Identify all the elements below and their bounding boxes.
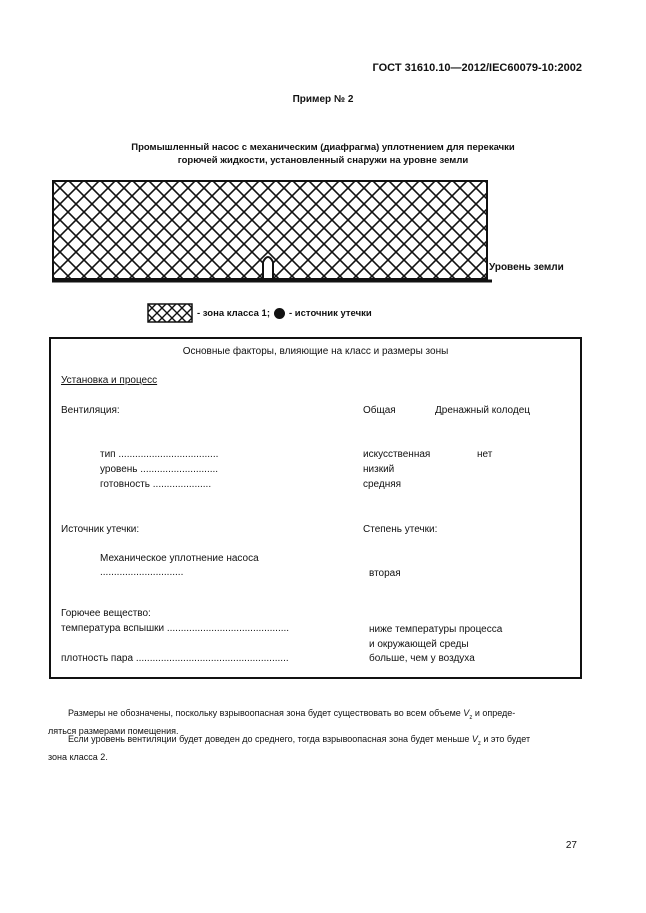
note-1-text: Размеры не обозначены, поскольку взрывоопасная зона будет существовать во всем объеме xyxy=(68,708,464,718)
figure-caption xyxy=(90,141,556,167)
document-header: ГОСТ 31610.10—2012/IEC60079-10:2002 xyxy=(372,62,582,74)
note-paragraph-2 xyxy=(48,733,582,764)
leak-source-item: Механическое уплотнение насоса xyxy=(100,553,259,564)
vent-availability-label: готовность ..................... xyxy=(100,479,212,490)
note-2-text: Если уровень вентиляции будет доведен до среднего, тогда взрывоопасная зона будет меньше xyxy=(68,734,472,744)
leak-grade-label: Степень утечки: xyxy=(363,524,438,535)
flash-point-value-1: ниже температуры процесса xyxy=(369,624,503,635)
vent-type-drain: нет xyxy=(477,449,493,460)
substance-label: Горючее вещество: xyxy=(61,608,151,619)
vent-level-general: низкий xyxy=(363,464,395,475)
vapour-density-value: больше, чем у воздуха xyxy=(369,653,475,664)
note-2-var: V xyxy=(471,734,478,744)
leak-source-dot-icon xyxy=(274,308,285,319)
note-1-line-2: ляться размерами помещения. xyxy=(48,725,179,736)
ventilation-col-general: Общая xyxy=(363,405,396,416)
legend-zone-text: - зона класса 1; xyxy=(197,307,270,319)
note-2-line-2: зона класса 2. xyxy=(48,751,108,762)
ventilation-label: Вентиляция: xyxy=(61,405,120,416)
section-heading: Установка и процесс xyxy=(61,375,158,386)
leak-grade-value: вторая xyxy=(369,568,401,579)
pump-symbol xyxy=(263,257,273,279)
flash-point-label: температура вспышки ............................................ xyxy=(61,623,290,634)
leak-source-label: Источник утечки: xyxy=(61,524,140,535)
factors-title: Основные факторы, влияющие на класс и размеры зоны xyxy=(182,346,449,357)
vent-availability-general: средняя xyxy=(363,479,402,490)
note-1-tail: и опреде- xyxy=(472,708,516,718)
zone-diagram xyxy=(52,180,492,284)
flash-point-value-2: и окружающей среды xyxy=(369,639,469,650)
vent-level-label: уровень ............................ xyxy=(100,464,219,475)
ventilation-col-drain: Дренажный колодец xyxy=(435,405,530,416)
vent-type-label: тип .................................... xyxy=(100,449,219,460)
factors-box xyxy=(49,337,582,679)
caption-line-2: горючей жидкости, установленный снаружи на уровне земли xyxy=(177,155,469,166)
ground-level-label: Уровень земли xyxy=(489,262,564,273)
note-1-sub: z xyxy=(469,714,473,721)
leak-source-dots: .............................. xyxy=(100,567,184,578)
example-title: Пример № 2 xyxy=(292,94,354,105)
note-2-sub: z xyxy=(477,740,481,747)
vent-type-general: искусственная xyxy=(363,449,431,460)
legend xyxy=(147,302,372,324)
page-number: 27 xyxy=(565,840,577,851)
zone-class-1-swatch xyxy=(147,303,193,323)
legend-source-text: - источник утечки xyxy=(289,307,372,319)
note-2-tail: и это будет xyxy=(480,734,531,744)
vapour-density-label: плотность пара ....................................................... xyxy=(61,653,289,664)
caption-line-1: Промышленный насос с механическим (диафрагма) уплотнением для перекачки xyxy=(131,142,515,153)
note-1-var: V xyxy=(463,708,470,718)
